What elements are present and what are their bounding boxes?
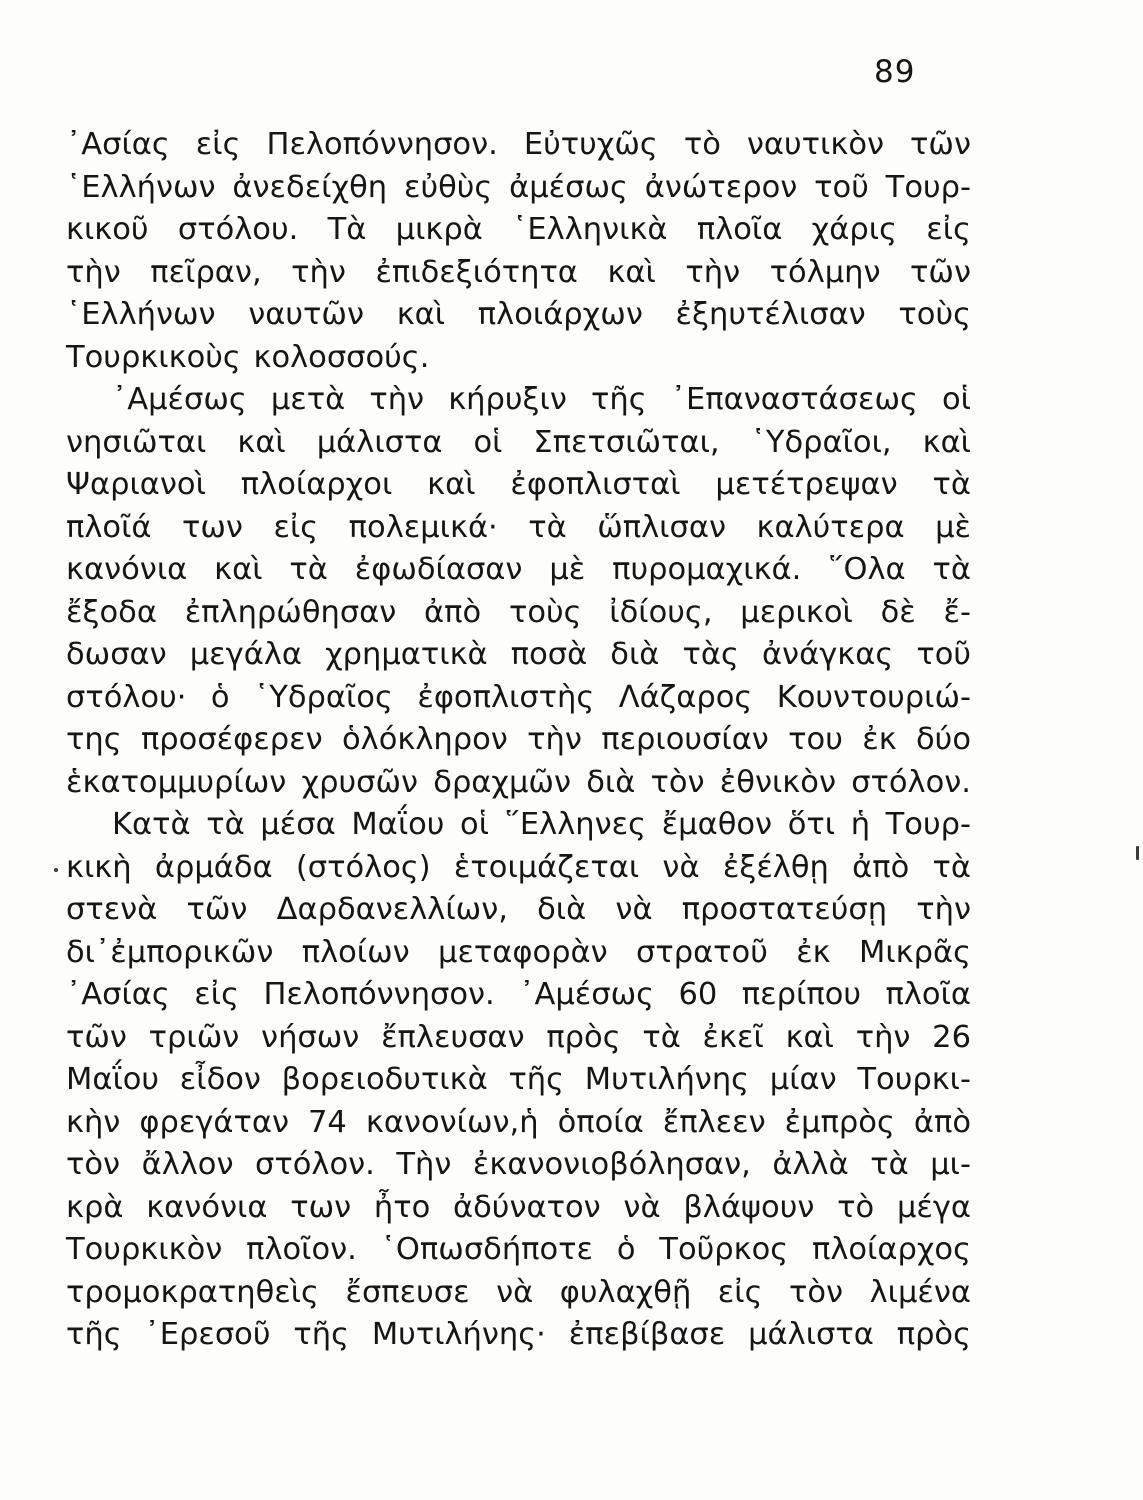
- text-line: στενὰ τῶν Δαρδανελλίων, διὰ νὰ προστατεύσῃ τὴν: [66, 892, 971, 927]
- text-line: τρομοκρατηθεὶς ἔσπευσε νὰ φυλαχθῇ εἰς τὸν λιμένα: [66, 1274, 971, 1310]
- text-line: ᾿Ασίας εἰς Πελοπόννησον. Εὐτυχῶς τὸ ναυτικὸν τῶν: [66, 127, 971, 162]
- text-line: ἑκατομμυρίων χρυσῶν δραχμῶν διὰ τὸν ἐθνικὸν στόλον.: [66, 764, 971, 800]
- body-text: [66, 124, 971, 1357]
- text-line: Μαΐου εἶδον βορειοδυτικὰ τῆς Μυτιλήνης μίαν Τουρκι-: [66, 1062, 971, 1097]
- text-line: Κατὰ τὰ μέσα Μαΐου οἱ ῞Ελληνες ἔμαθον ὅτι ἡ Τουρ-: [112, 807, 971, 842]
- text-line: ᾿Αμέσως μετὰ τὴν κήρυξιν τῆς ᾿Επαναστάσεως οἱ: [112, 382, 971, 417]
- text-line: ῾Ελλήνων ναυτῶν καὶ πλοιάρχων ἐξηυτέλισαν τοὺς: [66, 297, 971, 332]
- text-line: κρὰ κανόνια των ἦτο ἀδύνατον νὰ βλάψουν τὸ μέγα: [66, 1189, 971, 1225]
- text-line: δι᾿ἐμπορικῶν πλοίων μεταφορὰν στρατοῦ ἐκ Μικρᾶς: [66, 934, 971, 970]
- text-line: κανόνια καὶ τὰ ἐφωδίασαν μὲ πυρομαχικά. ῞Ολα τὰ: [66, 552, 971, 587]
- text-line: πλοῖά των εἰς πολεμικά· τὰ ὥπλισαν καλύτερα μὲ: [66, 509, 971, 545]
- text-line: τῆς ᾿Ερεσοῦ τῆς Μυτιλήνης· ἐπεβίβασε μάλιστα πρὸς: [66, 1317, 971, 1352]
- page-number: 89: [874, 54, 916, 90]
- text-line: ᾿Ασίας εἰς Πελοπόννησον. ᾿Αμέσως 60 περίπου πλοῖα: [66, 977, 971, 1012]
- scan-speck: [54, 868, 58, 872]
- text-line: ῾Ελλήνων ἀνεδείχθη εὐθὺς ἀμέσως ἀνώτερον τοῦ Τουρ-: [66, 169, 971, 205]
- text-line: ἔξοδα ἐπληρώθησαν ἀπὸ τοὺς ἰδίους, μερικοὶ δὲ ἔ-: [66, 594, 971, 630]
- text-line: Τουρκικοὺς κολοσσούς.: [66, 339, 430, 375]
- text-line: τὸν ἄλλον στόλον. Τὴν ἐκανονιοβόλησαν, ἀλλὰ τὰ μι-: [66, 1147, 971, 1182]
- scan-speck: [1136, 846, 1139, 860]
- text-line: κικὴ ἀρμάδα (στόλος) ἑτοιμάζεται νὰ ἐξέλθῃ ἀπὸ τὰ: [66, 849, 971, 885]
- text-line: Τουρκικὸν πλοῖον. ῾Οπωσδήποτε ὁ Τοῦρκος πλοίαρχος: [66, 1232, 971, 1267]
- text-line: της προσέφερεν ὁλόκληρον τὴν περιουσίαν του ἐκ δύο: [66, 722, 971, 757]
- text-line: τὴν πεῖραν, τὴν ἐπιδεξιότητα καὶ τὴν τόλμην τῶν: [66, 254, 971, 290]
- text-line: Ψαριανοὶ πλοίαρχοι καὶ ἐφοπλισταὶ μετέτρεψαν τὰ: [66, 467, 971, 502]
- text-line: δωσαν μεγάλα χρηματικὰ ποσὰ διὰ τὰς ἀνάγκας τοῦ: [66, 637, 971, 672]
- text-line: κικοῦ στόλου. Τὰ μικρὰ ῾Ελληνικὰ πλοῖα χάρις εἰς: [66, 212, 971, 247]
- text-line: στόλου· ὁ ῾Υδραῖος ἐφοπλιστὴς Λάζαρος Κουντουριώ-: [66, 679, 971, 715]
- text-line: τῶν τριῶν νήσων ἔπλευσαν πρὸς τὰ ἐκεῖ καὶ τὴν 26: [66, 1019, 971, 1055]
- text-line: κὴν φρεγάταν 74 κανονίων,ἡ ὁποία ἔπλεεν ἐμπρὸς ἀπὸ: [66, 1104, 971, 1140]
- text-line: νησιῶται καὶ μάλιστα οἱ Σπετσιῶται, ῾Υδραῖοι, καὶ: [66, 424, 971, 460]
